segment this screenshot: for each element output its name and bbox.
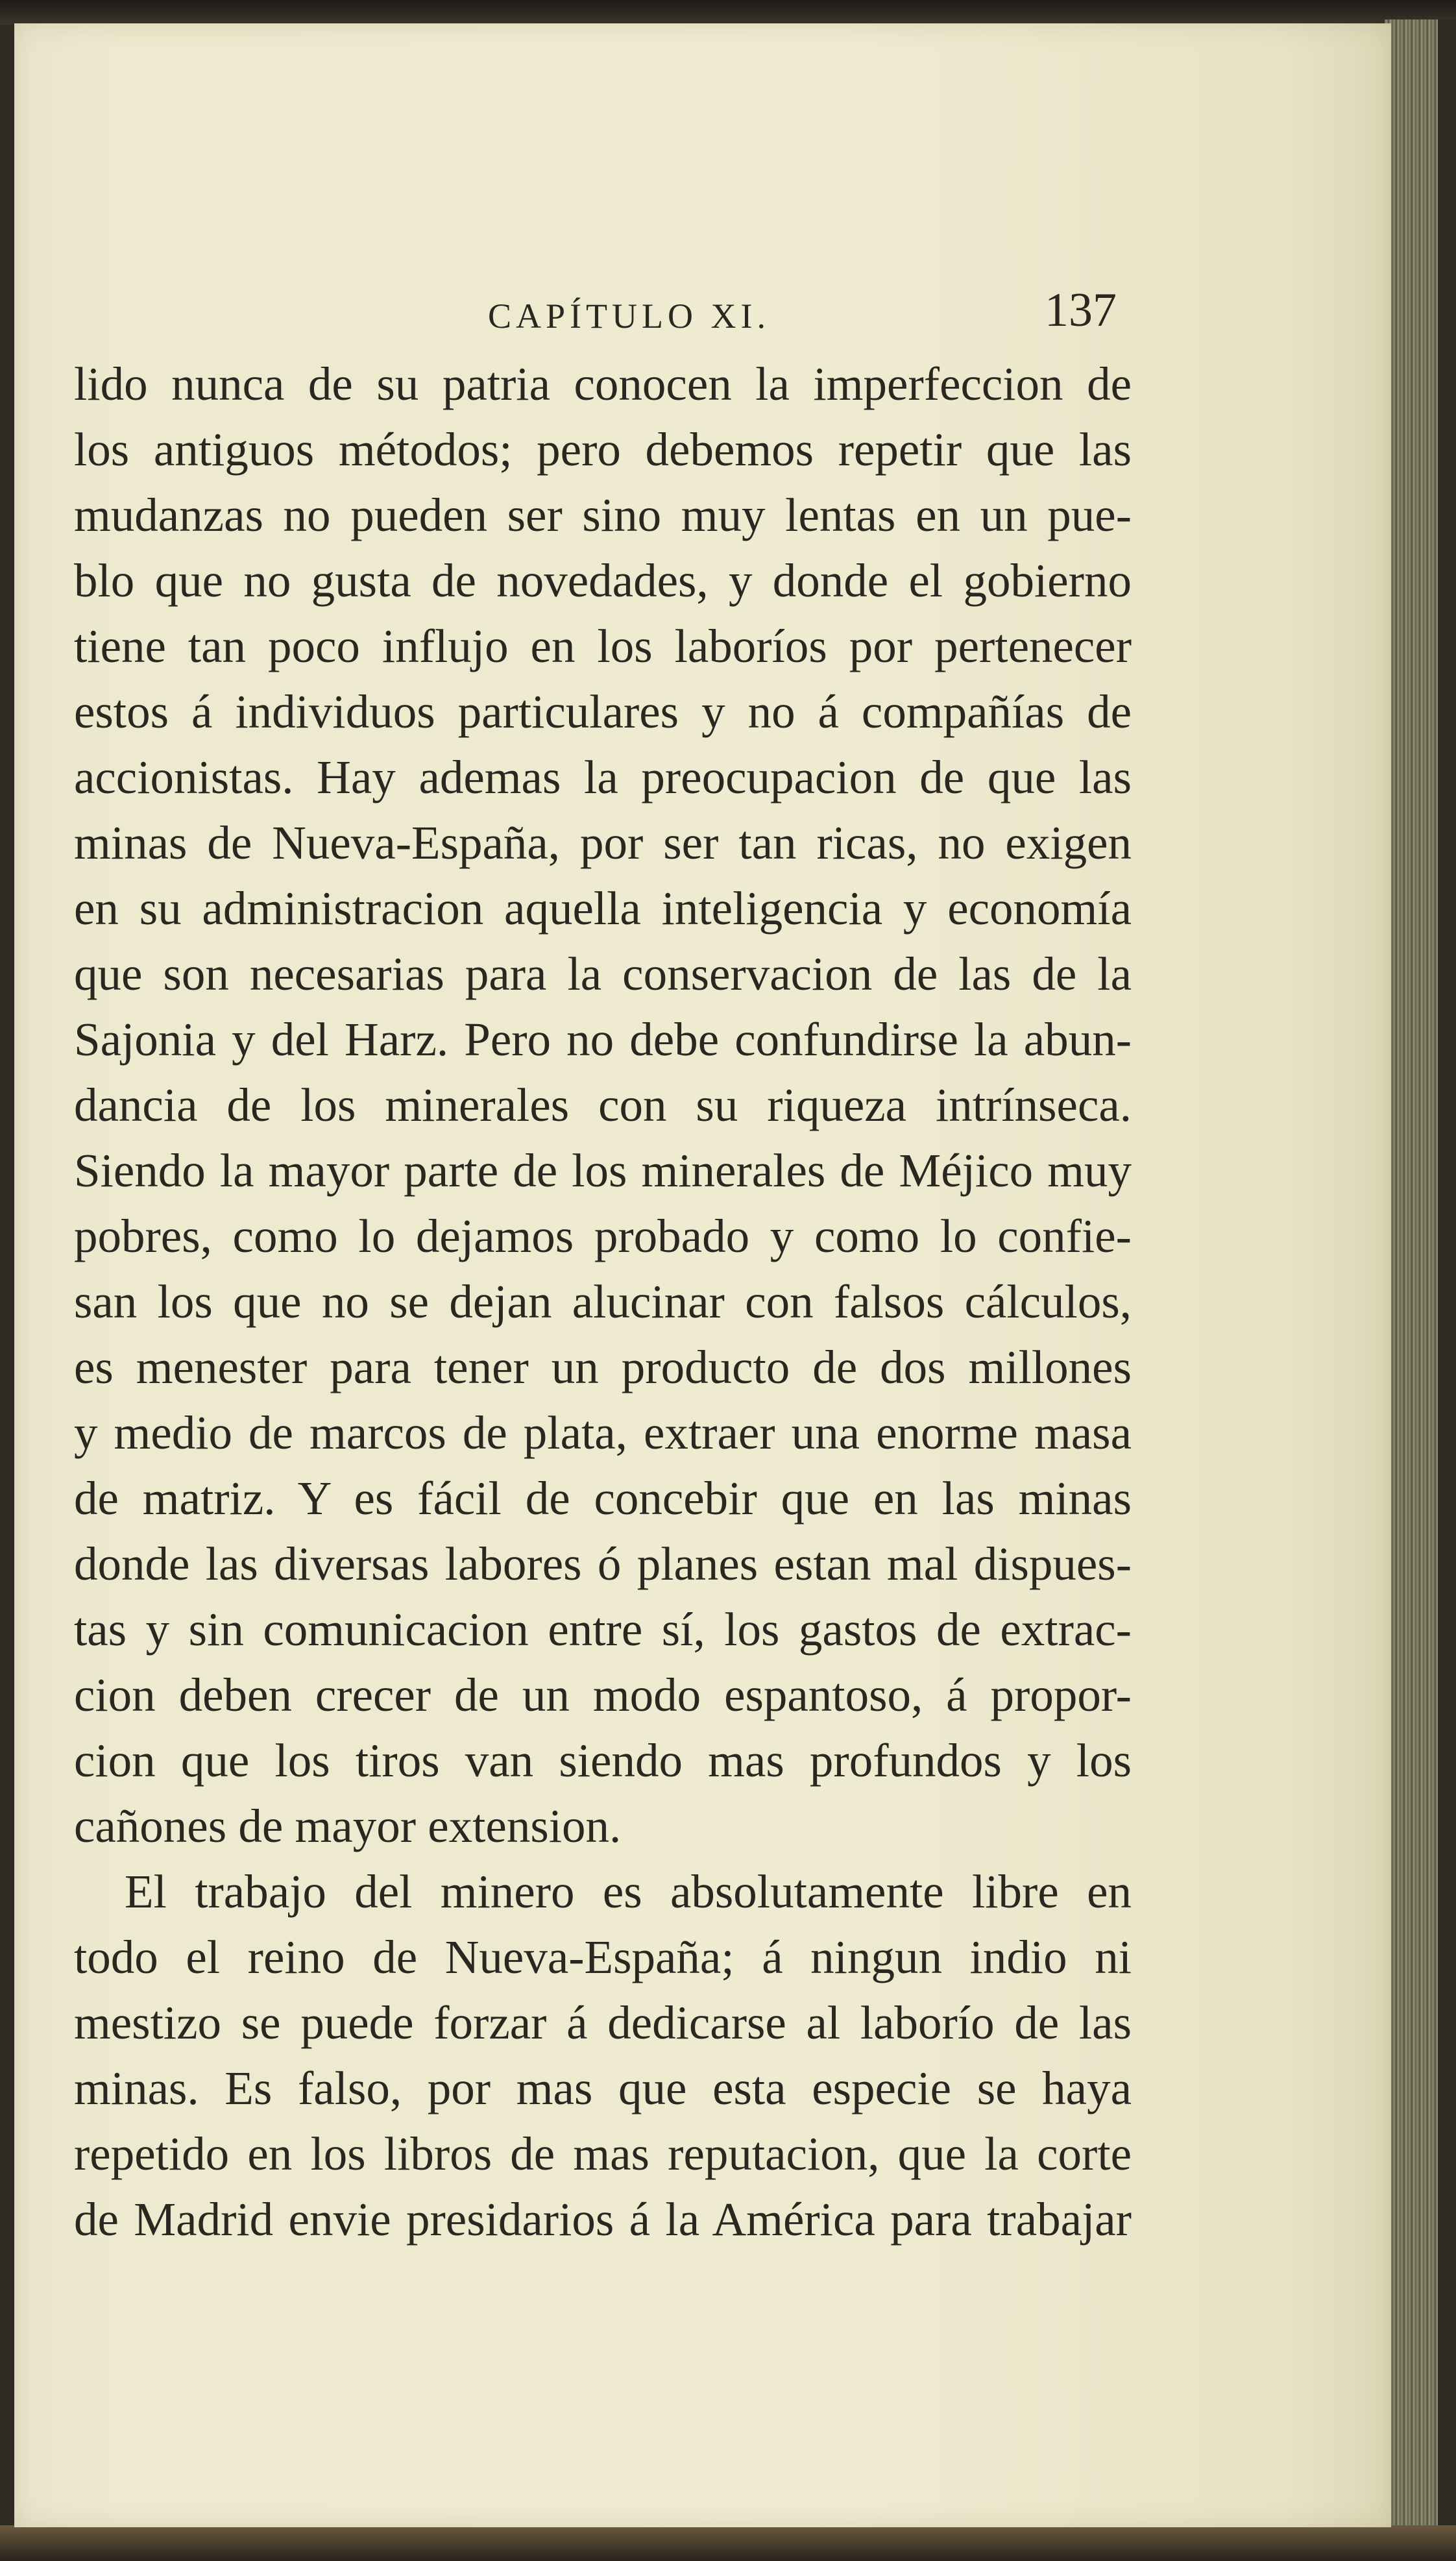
bottom-edge [0,2525,1456,2561]
page-number: 137 [1045,284,1117,337]
text-line: estos á individuos particulares y no á compañías de [74,685,1132,738]
text-line: repetido en los libros de mas reputacion, que la corte [74,2127,1132,2180]
text-line: y medio de marcos de plata, extraer una enorme masa [74,1406,1132,1459]
text-line: de Madrid envie presidarios á la América para trabajar [74,2193,1132,2246]
text-line: pobres, como lo dejamos probado y como lo confie- [74,1210,1132,1262]
text-line: san los que no se dejan alucinar con falsos cálculos, [74,1275,1132,1328]
text-line: Siendo la mayor parte de los minerales de Méjico muy [74,1144,1132,1197]
text-line: minas de Nueva-España, por ser tan ricas, no exigen [74,816,1132,869]
text-line: mestizo se puede forzar á dedicarse al laborío de las [74,1996,1132,2049]
text-line: accionistas. Hay ademas la preocupacion de que las [74,751,1132,803]
text-line: que son necesarias para la conservacion de las de la [74,948,1132,1000]
text-line: minas. Es falso, por mas que esta especie se haya [74,2062,1132,2114]
book-page [14,23,1391,2527]
text-line: en su administracion aquella inteligencia y economía [74,882,1132,935]
text-line: tas y sin comunicacion entre sí, los gastos de extrac- [74,1603,1132,1656]
text-line: los antiguos métodos; pero debemos repetir que las [74,423,1132,476]
text-line: lido nunca de su patria conocen la imperfeccion de [74,358,1132,410]
text-line-paragraph-start: El trabajo del minero es absolutamente libre en [125,1865,1132,1918]
text-line: todo el reino de Nueva-España; á ningun indio ni [74,1931,1132,1983]
text-line: cion que los tiros van siendo mas profundos y los [74,1734,1132,1787]
page-block-shadow [1438,19,1456,2538]
page-header [14,283,1391,341]
text-line: tiene tan poco influjo en los laboríos por pertenecer [74,620,1132,672]
text-line: blo que no gusta de novedades, y donde el gobierno [74,554,1132,607]
text-line: mudanzas no pueden ser sino muy lentas en un pue- [74,489,1132,541]
text-line: Sajonia y del Harz. Pero no debe confundirse la abun- [74,1013,1132,1066]
running-head: CAPÍTULO XI. [488,297,770,336]
body-text [74,351,1132,2252]
text-line: cion deben crecer de un modo espantoso, á propor- [74,1669,1132,1721]
text-line: dancia de los minerales con su riqueza intrínseca. [74,1079,1132,1131]
text-line: donde las diversas labores ó planes estan mal dispues- [74,1538,1132,1590]
text-line: de matriz. Y es fácil de concebir que en las minas [74,1472,1132,1525]
top-edge [0,0,1456,25]
text-line: es menester para tener un producto de dos millones [74,1341,1132,1393]
text-line-paragraph-end: cañones de mayor extension. [74,1800,622,1852]
